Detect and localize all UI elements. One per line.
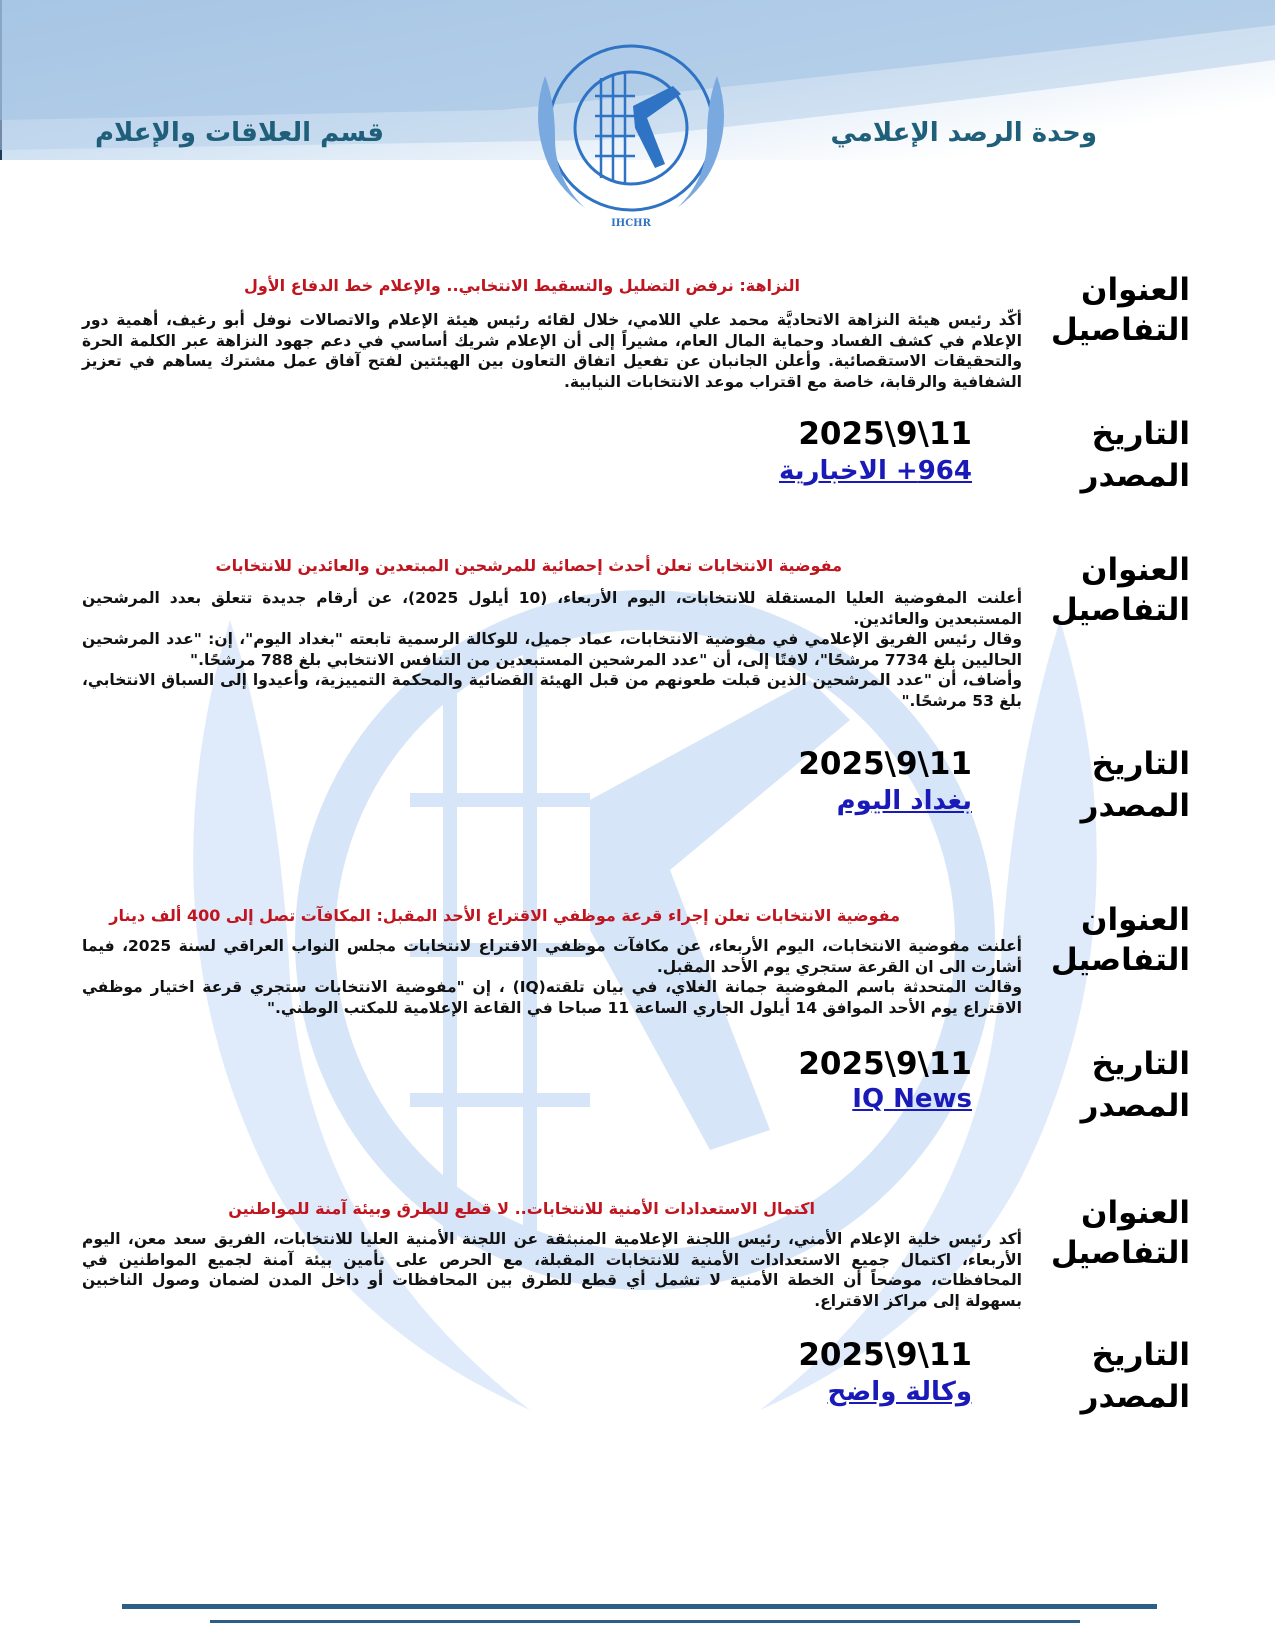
source-label: المصدر xyxy=(1080,458,1190,494)
footer-divider xyxy=(122,1604,1157,1609)
source-label: المصدر xyxy=(1080,1379,1190,1415)
title-label: العنوان xyxy=(1081,272,1190,308)
details-label: التفاصيل xyxy=(1050,592,1190,628)
date-label: التاريخ xyxy=(1091,746,1190,782)
news-entry xyxy=(80,1195,1190,1455)
date-label: التاريخ xyxy=(1091,1046,1190,1082)
news-headline[interactable]: مفوضية الانتخابات تعلن إجراء قرعة موظفي الاقتراع الأحد المقبل: المكافآت تصل إلى 400 ألف دينار xyxy=(109,906,900,925)
title-label: العنوان xyxy=(1081,902,1190,938)
news-headline[interactable]: اكتمال الاستعدادات الأمنية للانتخابات.. لا قطع للطرق وبيئة آمنة للمواطنين xyxy=(228,1199,815,1218)
news-date: 2025\9\11 xyxy=(798,1337,972,1373)
title-label: العنوان xyxy=(1081,552,1190,588)
news-headline[interactable]: مفوضية الانتخابات تعلن أحدث إحصائية للمرشحين المبتعدين والعائدين للانتخابات xyxy=(215,556,842,575)
details-paragraph: أعلنت مفوضية الانتخابات، اليوم الأربعاء، عن مكافآت موظفي الاقتراع لانتخابات مجلس النواب العراقي لسنة 2025، فيما أشارت الى ان القرعة ستجري يوم الأحد المقبل. xyxy=(82,937,1022,976)
ihchr-logo xyxy=(515,36,747,236)
details-label: التفاصيل xyxy=(1050,312,1190,348)
news-date: 2025\9\11 xyxy=(798,416,972,452)
news-entry xyxy=(80,902,1190,1162)
source-link[interactable]: وكالة واضح xyxy=(827,1377,972,1407)
source-link[interactable]: IQ News xyxy=(852,1084,972,1114)
footer-divider-secondary xyxy=(210,1620,1080,1623)
news-date: 2025\9\11 xyxy=(798,746,972,782)
unit-title: وحدة الرصد الإعلامي xyxy=(830,118,1097,148)
news-headline[interactable]: النزاهة: نرفض التضليل والتسقيط الانتخابي.. والإعلام خط الدفاع الأول xyxy=(243,276,800,295)
details-paragraph: أعلنت المفوضية العليا المستقلة للانتخابات، اليوم الأربعاء، (10 أيلول 2025)، عن أرقام جديدة تتعلق بعدد المرشحين المستبعدين والعائدين. xyxy=(82,589,1023,628)
news-details xyxy=(82,310,1022,392)
news-entry xyxy=(80,552,1190,842)
details-label: التفاصيل xyxy=(1050,1235,1190,1271)
details-paragraph: وقال رئيس الفريق الإعلامي في مفوضية الانتخابات، عماد جميل، للوكالة الرسمية تابعته "بغداد اليوم"، إن: "عدد المرشحين الحاليين بلغ 7734 مرشحًا"، لافتًا إلى، أن "عدد المرشحين المستبعدين من التنافس الانتخابي بلغ 788 مرشحًا." xyxy=(82,630,1022,669)
details-paragraph: وأضاف، أن "عدد المرشحين الذين قبلت طعونهم من قبل الهيئة القضائية والمحكمة التمييزية، وأعيدوا إلى السباق الانتخابي، بلغ 53 مرشحًا." xyxy=(82,671,1022,710)
details-label: التفاصيل xyxy=(1050,942,1190,978)
svg-text:IHCHR: IHCHR xyxy=(611,218,651,229)
source-link[interactable]: بغداد اليوم xyxy=(836,786,972,816)
date-label: التاريخ xyxy=(1091,416,1190,452)
department-title: قسم العلاقات والإعلام xyxy=(95,118,384,148)
source-link[interactable]: 964+ الاخبارية xyxy=(778,456,972,486)
details-paragraph: أكّد رئيس هيئة النزاهة الاتحاديَّة محمد علي اللامي، خلال لقائه رئيس هيئة الإعلام والاتصالات نوفل أبو رغيف، أهمية دور الإعلام في كشف الفساد وحماية المال العام، مشيراً إلى أن الإعلام شريك أساسي في دعم جهود النزاهة عبر الكلمة الحرة والتحقيقات الاستقصائية. وأعلن الجانبان عن تفعيل اتفاق التعاون بين الهيئتين لفتح آفاق عمل مشترك يساهم في تعزيز الشفافية والرقابة، خاصة مع اقتراب موعد الانتخابات النيابية. xyxy=(82,311,1022,391)
details-paragraph: وقالت المتحدثة باسم المفوضية جمانة الغلاي، في بيان تلقته(IQ) ، إن "مفوضية الانتخابات ستجري قرعة اختيار موظفي الاقتراع يوم الأحد الموافق 14 أيلول الجاري الساعة 11 صباحا في القاعة الإعلامية للمكتب الوطني." xyxy=(82,978,1022,1017)
source-label: المصدر xyxy=(1080,1088,1190,1124)
news-details xyxy=(82,936,1022,1018)
title-label: العنوان xyxy=(1081,1195,1190,1231)
source-label: المصدر xyxy=(1080,788,1190,824)
date-label: التاريخ xyxy=(1091,1337,1190,1373)
news-details xyxy=(82,588,1022,712)
news-details xyxy=(82,1229,1022,1311)
news-date: 2025\9\11 xyxy=(798,1046,972,1082)
details-paragraph: أكد رئيس خلية الإعلام الأمني، رئيس اللجنة الإعلامية المنبثقة عن اللجنة الأمنية العليا للانتخابات، الفريق سعد معن، اليوم الأربعاء، اكتمال جميع الاستعدادات الأمنية للانتخابات المقبلة، مع الحرص على تأمين بيئة آمنة لجميع المواطنين في المحافظات، موضحاً أن الخطة الأمنية لا تشمل أي قطع للطرق بين المحافظات أو داخل المدن لضمان وصول الناخبين بسهولة إلى مراكز الاقتراع. xyxy=(82,1230,1022,1310)
news-entry xyxy=(80,272,1190,502)
